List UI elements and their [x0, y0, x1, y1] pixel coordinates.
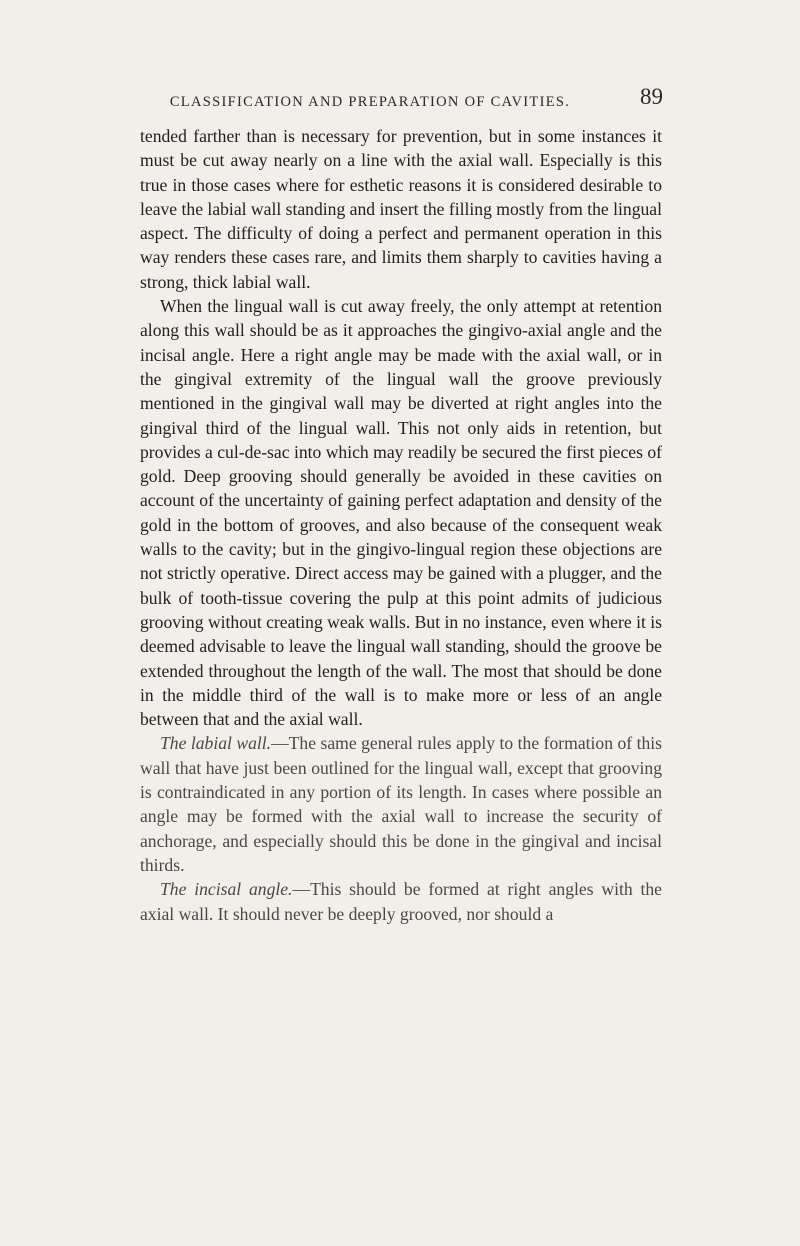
paragraph-text: —The same general rules apply to the formation of this wall that have just been outlined for the lingual wall, except that grooving is contraindicated in any portion of its length. In cases where possible an angle may be formed with the axial wall to increase the security of anchorage, and especially should this be done in the gingival and incisal thirds. — [140, 733, 662, 875]
section-heading: The labial wall. — [160, 733, 272, 754]
paragraph-text: —This should be formed at right angles with the axial wall. It should never be deeply grooved, nor should a — [140, 879, 662, 924]
paragraph — [140, 731, 662, 877]
paragraph — [140, 294, 662, 731]
paragraph — [140, 124, 662, 294]
page-number: 89 — [640, 84, 663, 109]
paragraph-text: When the lingual wall is cut away freely, the only attempt at retention along this wall should be as it approaches the gingivo-axial angle and the incisal angle. Here a right angle may be made with the axial wall, or in the gingival extremity of the lingual wall the groove previously mentioned in the gingival wall may be diverted at right angles into the gingival third of the lingual wall. This not only aids in retention, but provides a cul-de-sac into which may readily be secured the first pieces of gold. Deep grooving should generally be avoided in these cavities on account of the uncertainty of gaining perfect adaptation and density of the gold in the bottom of grooves, and also because of the consequent weak walls to the cavity; but in the gingivo-lingual region these objections are not strictly operative. Direct access may be gained with a plugger, and the bulk of tooth-tissue covering the pulp at this point admits of judicious grooving without creating weak walls. But in no instance, even where it is deemed advisable to leave the lingual wall standing, should the groove be extended throughout the length of the wall. The most that should be done in the middle third of the wall is to make more or less of an angle between that and the axial wall. — [140, 296, 662, 730]
paragraph — [140, 877, 662, 926]
paragraph-text: tended farther than is necessary for prevention, but in some instances it must be cut away nearly on a line with the axial wall. Especially is this true in those cases where for esthetic reasons it is considered desirable to leave the labial wall standing and insert the filling mostly from the lingual aspect. The difficulty of doing a perfect and permanent operation in this way renders these cases rare, and limits them sharply to cavities having a strong, thick labial wall. — [140, 126, 662, 292]
section-heading: The incisal angle. — [160, 879, 293, 900]
body-text — [140, 124, 662, 926]
running-head: CLASSIFICATION AND PREPARATION OF CAVITIES. — [169, 94, 571, 110]
